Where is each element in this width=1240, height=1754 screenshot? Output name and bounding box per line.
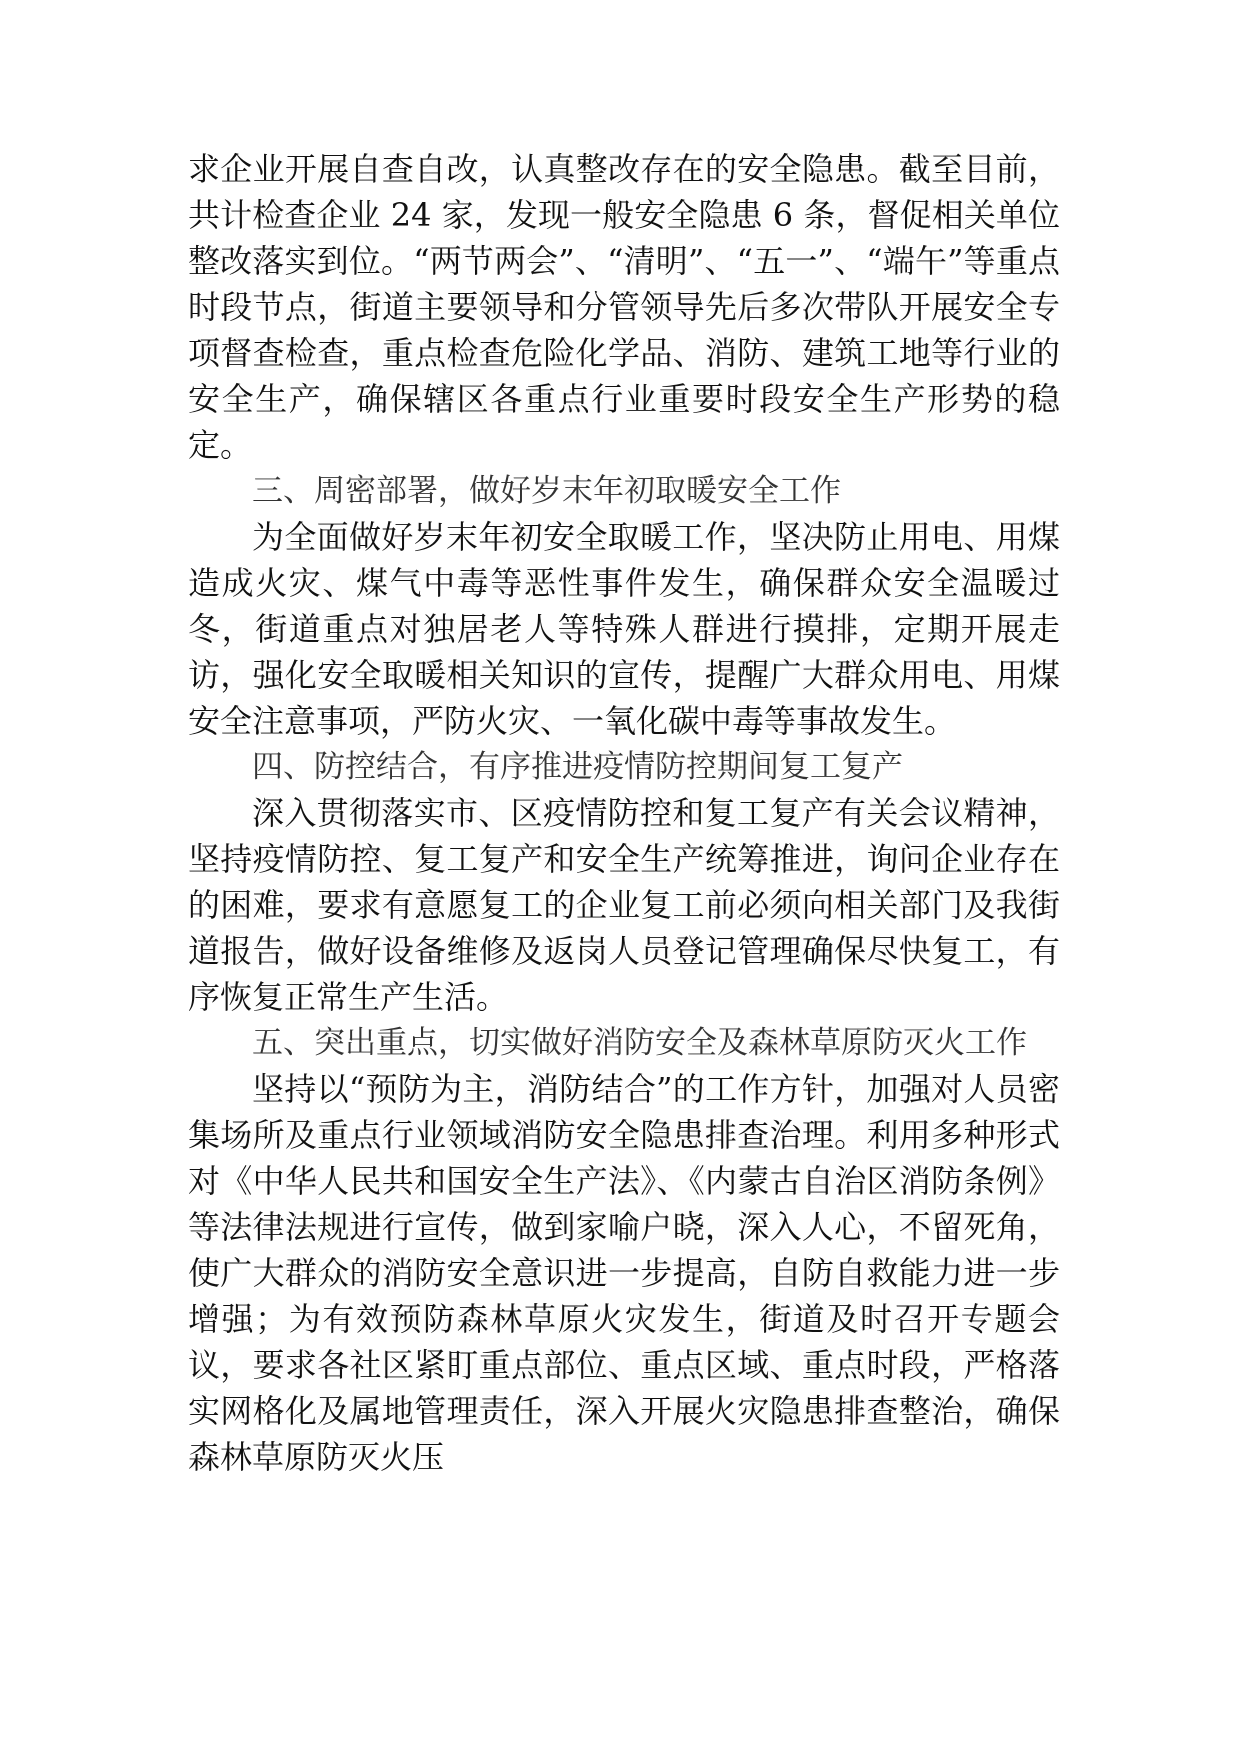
paragraph-section-5: 坚持以“预防为主，消防结合”的工作方针，加强对人员密集场所及重点行业领域消防安全隐患排查治理。利用多种形式对《中华人民共和国安全生产法》、《内蒙古自治区消防条例》等法律法规进行宣传，做到家喻户晓，深入人心，不留死角，使广大群众的消防安全意识进一步提高，自防自救能力进一步增强；为有效预防森林草原火灾发生，街道及时召开专题会议，要求各社区紧盯重点部位、重点区域、重点时段，严格落实网格化及属地管理责任，深入开展火灾隐患排查整治，确保森林草原防灭火压: [188, 1070, 1060, 1476]
paragraph-continued: 求企业开展自查自改，认真整改存在的安全隐患。截至目前，共计检查企业 24 家，发现一般安全隐患 6 条，督促相关单位整改落实到位。“两节两会”、“清明”、“五一”、“端午”等重点时段节点，街道主要领导和分管领导先后多次带队开展安全专项督查检查，重点检查危险化学品、消防、建筑工地等行业的安全生产，确保辖区各重点行业重要时段安全生产形势的稳定。: [188, 150, 1060, 464]
section-heading-5: 五、突出重点，切实做好消防安全及森林草原防灭火工作: [252, 1025, 1027, 1061]
section-heading-4: 四、防控结合，有序推进疫情防控期间复工复产: [252, 749, 903, 785]
document-page: [188, 146, 1060, 1480]
section-heading-3: 三、周密部署，做好岁末年初取暖安全工作: [252, 473, 841, 509]
paragraph-section-4: 深入贯彻落实市、区疫情防控和复工复产有关会议精神，坚持疫情防控、复工复产和安全生产统筹推进，询问企业存在的困难，要求有意愿复工的企业复工前必须向相关部门及我街道报告，做好设备维修及返岗人员登记管理确保尽快复工，有序恢复正常生产生活。: [188, 794, 1060, 1016]
paragraph-section-3: 为全面做好岁末年初安全取暖工作，坚决防止用电、用煤造成火灾、煤气中毒等恶性事件发生，确保群众安全温暖过冬，街道重点对独居老人等特殊人群进行摸排，定期开展走访，强化安全取暖相关知识的宣传，提醒广大群众用电、用煤安全注意事项，严防火灾、一氧化碳中毒等事故发生。: [188, 518, 1060, 740]
